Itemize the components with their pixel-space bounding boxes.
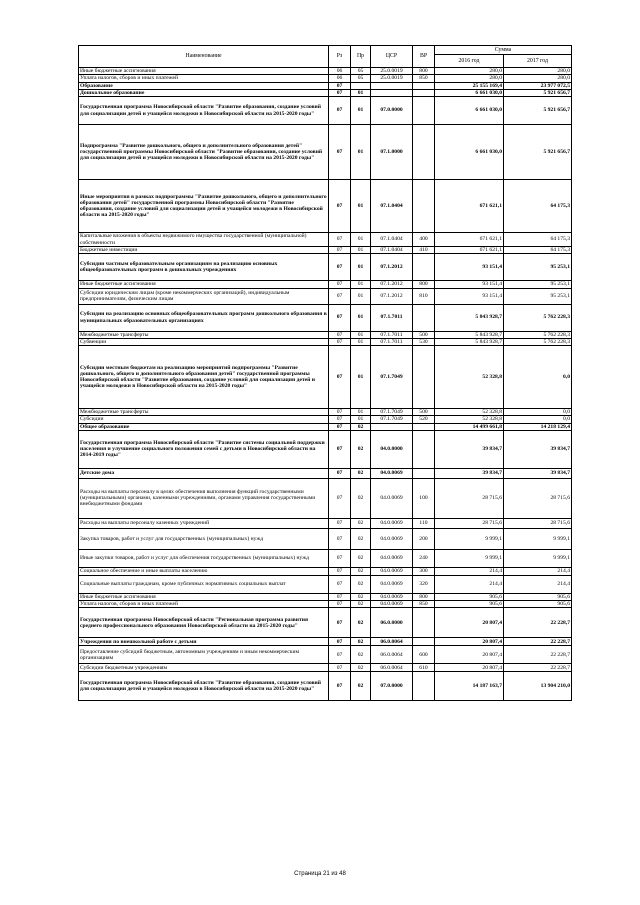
row-csr: 04.0.0069 — [371, 468, 413, 478]
row-pr: 05 — [351, 68, 371, 75]
table-row — [79, 180, 572, 233]
row-name: Капитальные вложения в объекты недвижимого имущества государственной (муниципальной) собственности — [79, 233, 329, 247]
row-csr: 07.1.2012 — [371, 254, 413, 281]
table-row — [79, 567, 572, 575]
row-vr: 320 — [413, 575, 435, 593]
table-row — [79, 125, 572, 180]
row-amount-2016: 25 155 169,4 — [435, 82, 504, 89]
row-amount-2017: 14 218 129,4 — [504, 423, 572, 430]
row-amount-2016: 93 151,4 — [435, 281, 504, 288]
row-rz: 07 — [329, 672, 351, 701]
row-rz: 07 — [329, 409, 351, 416]
row-csr: 04.0.0069 — [371, 518, 413, 528]
row-pr: 02 — [351, 638, 371, 646]
row-amount-2016: 93 151,4 — [435, 288, 504, 304]
row-csr: 04.0.0069 — [371, 478, 413, 518]
row-name: Закупка товаров, работ и услуг для государственных (муниципальных) нужд — [79, 528, 329, 549]
row-vr: 200 — [413, 528, 435, 549]
row-csr: 07.1.0404 — [371, 233, 413, 247]
row-amount-2017: 214,4 — [504, 575, 572, 593]
row-csr: 07.1.7011 — [371, 304, 413, 331]
row-pr: 01 — [351, 233, 371, 247]
row-vr: 850 — [413, 75, 435, 82]
row-rz: 07 — [329, 331, 351, 338]
row-csr — [371, 89, 413, 96]
row-vr — [413, 304, 435, 331]
row-rz: 07 — [329, 638, 351, 646]
row-amount-2016: 905,6 — [435, 601, 504, 608]
row-amount-2016: 52 328,8 — [435, 346, 504, 409]
row-name: Государственная программа Новосибирской области "Развитие образования, создание условий для социализации детей и учащейся молодежи в Новосибирской области на 2015-2020 годы" — [79, 97, 329, 125]
row-name: Межбюджетные трансферты — [79, 409, 329, 416]
row-csr: 07.1.2012 — [371, 281, 413, 288]
row-rz: 07 — [329, 281, 351, 288]
row-pr: 02 — [351, 593, 371, 600]
row-rz: 07 — [329, 97, 351, 125]
row-name: Иные закупки товаров, работ и услуг для обеспечения государственных (муниципальных) нужд — [79, 549, 329, 567]
row-vr: 530 — [413, 338, 435, 345]
row-amount-2017: 22 228,7 — [504, 646, 572, 664]
row-vr — [413, 346, 435, 409]
row-amount-2017: 22 228,7 — [504, 638, 572, 646]
row-amount-2016: 28 715,6 — [435, 478, 504, 518]
row-vr — [413, 430, 435, 468]
row-amount-2017: 95 253,1 — [504, 288, 572, 304]
row-name: Иные бюджетные ассигнования — [79, 593, 329, 600]
row-rz: 07 — [329, 593, 351, 600]
row-rz: 07 — [329, 664, 351, 672]
row-name: Субсидии — [79, 416, 329, 423]
row-rz: 07 — [329, 346, 351, 409]
table-row — [79, 549, 572, 567]
row-pr: 02 — [351, 608, 371, 638]
row-pr: 01 — [351, 97, 371, 125]
row-rz: 07 — [329, 549, 351, 567]
row-vr: 810 — [413, 288, 435, 304]
row-amount-2016: 5 843 928,7 — [435, 338, 504, 345]
row-csr: 07.1.7049 — [371, 409, 413, 416]
row-rz: 07 — [329, 416, 351, 423]
row-amount-2017: 64 175,3 — [504, 180, 572, 233]
row-amount-2017: 9 999,1 — [504, 549, 572, 567]
row-amount-2016: 671 621,1 — [435, 233, 504, 247]
row-name: Расходы на выплаты персоналу в целях обеспечения выполнения функций государственными (муниципальными) органами, казенными учреждениями, органами управления государственными внебюджетными фондами — [79, 478, 329, 518]
row-name: Учреждения по внешкольной работе с детьми — [79, 638, 329, 646]
row-name: Социальные выплаты гражданам, кроме публичных нормативных социальных выплат — [79, 575, 329, 593]
row-vr: 100 — [413, 478, 435, 518]
row-pr: 01 — [351, 416, 371, 423]
table-row — [79, 409, 572, 416]
table-row — [79, 247, 572, 254]
row-rz: 07 — [329, 233, 351, 247]
row-vr — [413, 82, 435, 89]
row-amount-2017: 0,0 — [504, 409, 572, 416]
row-name: Расходы на выплаты персоналу казенных учреждений — [79, 518, 329, 528]
table-row — [79, 646, 572, 664]
row-amount-2016: 671 621,1 — [435, 180, 504, 233]
row-amount-2016: 5 843 928,7 — [435, 331, 504, 338]
row-csr: 04.0.0069 — [371, 567, 413, 575]
row-rz: 07 — [329, 646, 351, 664]
row-vr — [413, 254, 435, 281]
row-amount-2017: 280,0 — [504, 75, 572, 82]
row-pr: 02 — [351, 567, 371, 575]
page-number: Страница 21 из 48 — [294, 871, 346, 877]
row-vr: 240 — [413, 549, 435, 567]
row-vr — [413, 180, 435, 233]
row-amount-2017: 905,6 — [504, 593, 572, 600]
row-name: Подпрограмма "Развитие дошкольного, общего и дополнительного образования детей" государственной программы Новосибирской области "Развитие образования, создание условий для социализации детей и учащейся молодежи в Новосибирской области на 2015-2020 годы" — [79, 125, 329, 180]
row-name: Межбюджетные трансферты — [79, 331, 329, 338]
row-amount-2017: 95 253,1 — [504, 281, 572, 288]
row-csr: 04.0.0069 — [371, 528, 413, 549]
row-pr: 01 — [351, 125, 371, 180]
row-pr: 02 — [351, 518, 371, 528]
table-row — [79, 430, 572, 468]
row-vr: 600 — [413, 646, 435, 664]
row-csr: 06.0.0000 — [371, 608, 413, 638]
table-row — [79, 478, 572, 518]
table-row — [79, 672, 572, 701]
header-rz: Рз — [329, 46, 351, 68]
row-amount-2016: 20 807,4 — [435, 646, 504, 664]
row-vr: 610 — [413, 664, 435, 672]
row-amount-2016: 280,0 — [435, 75, 504, 82]
row-csr: 04.0.0069 — [371, 575, 413, 593]
row-csr: 06.0.0064 — [371, 664, 413, 672]
row-vr — [413, 468, 435, 478]
row-name: Образование — [79, 82, 329, 89]
row-pr: 01 — [351, 281, 371, 288]
row-amount-2017: 5 762 228,3 — [504, 338, 572, 345]
table-row — [79, 338, 572, 345]
row-vr: 800 — [413, 68, 435, 75]
table-row — [79, 593, 572, 600]
table-body — [79, 68, 572, 701]
row-pr: 02 — [351, 478, 371, 518]
row-amount-2016: 214,4 — [435, 567, 504, 575]
row-rz: 07 — [329, 567, 351, 575]
row-vr — [413, 608, 435, 638]
row-pr: 01 — [351, 331, 371, 338]
table-row — [79, 423, 572, 430]
row-rz: 06 — [329, 75, 351, 82]
row-amount-2016: 14 187 163,7 — [435, 672, 504, 701]
row-pr: 02 — [351, 601, 371, 608]
row-amount-2017: 13 904 210,0 — [504, 672, 572, 701]
row-name: Социальное обеспечение и иные выплаты населению — [79, 567, 329, 575]
row-csr: 07.0.0000 — [371, 672, 413, 701]
row-amount-2016: 905,6 — [435, 593, 504, 600]
table-row — [79, 75, 572, 82]
row-amount-2017: 0,0 — [504, 416, 572, 423]
row-pr: 02 — [351, 672, 371, 701]
table-row — [79, 468, 572, 478]
table-row — [79, 288, 572, 304]
row-vr: 410 — [413, 247, 435, 254]
row-name: Детские дома — [79, 468, 329, 478]
row-amount-2017: 22 228,7 — [504, 608, 572, 638]
row-rz: 07 — [329, 180, 351, 233]
row-csr — [371, 423, 413, 430]
row-rz: 07 — [329, 89, 351, 96]
row-pr: 02 — [351, 528, 371, 549]
row-csr: 07.1.0000 — [371, 125, 413, 180]
row-csr: 04.0.0000 — [371, 430, 413, 468]
row-amount-2016: 14 499 661,8 — [435, 423, 504, 430]
row-name: Субсидии бюджетным учреждениям — [79, 664, 329, 672]
table-row — [79, 331, 572, 338]
row-pr: 02 — [351, 468, 371, 478]
row-amount-2017: 5 921 656,7 — [504, 125, 572, 180]
row-amount-2016: 28 715,6 — [435, 518, 504, 528]
row-vr — [413, 89, 435, 96]
row-rz: 07 — [329, 601, 351, 608]
row-amount-2017: 0,0 — [504, 346, 572, 409]
row-rz: 07 — [329, 478, 351, 518]
row-pr: 02 — [351, 575, 371, 593]
row-csr: 04.0.0069 — [371, 593, 413, 600]
row-amount-2016: 52 328,8 — [435, 409, 504, 416]
row-vr — [413, 97, 435, 125]
row-amount-2017: 9 999,1 — [504, 528, 572, 549]
row-name: Бюджетные инвестиции — [79, 247, 329, 254]
row-csr: 07.1.7011 — [371, 331, 413, 338]
row-amount-2016: 5 843 928,7 — [435, 304, 504, 331]
row-amount-2017: 64 175,3 — [504, 247, 572, 254]
row-amount-2017: 64 175,3 — [504, 233, 572, 247]
row-vr — [413, 423, 435, 430]
row-amount-2016: 39 834,7 — [435, 468, 504, 478]
row-csr: 04.0.0069 — [371, 601, 413, 608]
row-amount-2017: 95 253,1 — [504, 254, 572, 281]
header-2017: 2017 год — [504, 55, 572, 68]
row-amount-2017: 39 834,7 — [504, 430, 572, 468]
header-csr: ЦСР — [371, 46, 413, 68]
row-vr — [413, 672, 435, 701]
row-amount-2016: 9 999,1 — [435, 549, 504, 567]
row-vr: 400 — [413, 233, 435, 247]
table-row — [79, 416, 572, 423]
row-amount-2017: 905,6 — [504, 601, 572, 608]
row-name: Государственная программа Новосибирской области "Развитие системы социальной поддержки населения и улучшение социального положения семей с детьми в Новосибирской области на 2014-2019 годы" — [79, 430, 329, 468]
row-amount-2017: 280,0 — [504, 68, 572, 75]
row-vr: 850 — [413, 601, 435, 608]
row-pr: 01 — [351, 89, 371, 96]
row-csr: 25.0.0019 — [371, 75, 413, 82]
row-pr: 05 — [351, 75, 371, 82]
row-vr: 300 — [413, 567, 435, 575]
row-vr: 110 — [413, 518, 435, 528]
row-amount-2017: 214,4 — [504, 567, 572, 575]
row-vr: 500 — [413, 331, 435, 338]
table-row — [79, 68, 572, 75]
row-pr: 01 — [351, 346, 371, 409]
row-amount-2016: 280,0 — [435, 68, 504, 75]
row-csr: 07.1.7049 — [371, 346, 413, 409]
row-amount-2017: 5 762 228,3 — [504, 304, 572, 331]
row-pr: 01 — [351, 247, 371, 254]
row-name: Государственная программа Новосибирской области "Региональная программа развития среднего профессионального образования Новосибирской области на 2015-2020 годы" — [79, 608, 329, 638]
row-name: Иные бюджетные ассигнования — [79, 68, 329, 75]
row-pr: 01 — [351, 180, 371, 233]
row-name: Уплата налогов, сборов и иных платежей — [79, 601, 329, 608]
table-row — [79, 82, 572, 89]
row-rz: 07 — [329, 423, 351, 430]
row-csr: 07.1.7049 — [371, 416, 413, 423]
row-rz: 07 — [329, 288, 351, 304]
table-row — [79, 89, 572, 96]
row-pr: 02 — [351, 664, 371, 672]
row-rz: 07 — [329, 430, 351, 468]
row-amount-2016: 39 834,7 — [435, 430, 504, 468]
row-pr: 01 — [351, 304, 371, 331]
row-csr: 06.0.0064 — [371, 638, 413, 646]
row-vr: 800 — [413, 281, 435, 288]
row-rz: 07 — [329, 304, 351, 331]
row-name: Иные мероприятия в рамках подпрограммы "Развитие дошкольного, общего и дополнительного образования детей" государственной программы Новосибирской области "Развитие образования, создание условий для социализации детей и учащейся молодежи в Новосибирской области на 2015-2020 годы" — [79, 180, 329, 233]
row-pr: 01 — [351, 254, 371, 281]
row-amount-2016: 20 807,4 — [435, 638, 504, 646]
row-name: Иные бюджетные ассигнования — [79, 281, 329, 288]
row-rz: 07 — [329, 518, 351, 528]
table-row — [79, 664, 572, 672]
row-rz: 07 — [329, 528, 351, 549]
row-vr: 800 — [413, 593, 435, 600]
row-vr: 500 — [413, 409, 435, 416]
row-pr: 01 — [351, 338, 371, 345]
row-pr: 01 — [351, 409, 371, 416]
row-rz: 07 — [329, 247, 351, 254]
row-name: Субсидии местным бюджетам на реализацию мероприятий подпрограммы "Развитие дошкольного, общего и дополнительного образования детей" государственной программы Новосибирской области "Развитие образования, создание условий для социализации детей и учащейся молодежи в Новосибирской области на 2015-2020 годы" — [79, 346, 329, 409]
row-amount-2017: 22 228,7 — [504, 664, 572, 672]
row-pr: 01 — [351, 288, 371, 304]
table-row — [79, 97, 572, 125]
row-name: Субсидии на реализацию основных общеобразовательных программ дошкольного образования в муниципальных образовательных организациях — [79, 304, 329, 331]
row-amount-2017: 5 921 656,7 — [504, 89, 572, 96]
row-amount-2016: 20 807,4 — [435, 608, 504, 638]
row-rz: 07 — [329, 468, 351, 478]
table-row — [79, 233, 572, 247]
header-name: Наименование — [79, 46, 329, 68]
header-vr: ВР — [413, 46, 435, 68]
row-amount-2017: 23 977 072,5 — [504, 82, 572, 89]
row-name: Субсидии частным образовательным организациям на реализацию основных общеобразовательных программ в дошкольных учреждениях — [79, 254, 329, 281]
row-amount-2017: 28 715,6 — [504, 518, 572, 528]
row-csr — [371, 82, 413, 89]
table-row — [79, 608, 572, 638]
row-csr: 07.1.2012 — [371, 288, 413, 304]
row-name: Субсидии юридическим лицам (кроме некоммерческих организаций), индивидуальным предпринимателям, физическим лицам — [79, 288, 329, 304]
row-vr — [413, 125, 435, 180]
row-amount-2016: 20 807,4 — [435, 664, 504, 672]
row-csr: 25.0.0019 — [371, 68, 413, 75]
row-pr: 02 — [351, 646, 371, 664]
row-name: Уплата налогов, сборов и иных платежей — [79, 75, 329, 82]
table-row — [79, 346, 572, 409]
row-amount-2017: 5 762 228,3 — [504, 331, 572, 338]
row-name: Дошкольное образование — [79, 89, 329, 96]
header-2016: 2016 год — [435, 55, 504, 68]
row-pr: 02 — [351, 423, 371, 430]
row-vr — [413, 638, 435, 646]
row-amount-2017: 28 715,6 — [504, 478, 572, 518]
row-pr: 02 — [351, 430, 371, 468]
row-name: Государственная программа Новосибирской области "Развитие образования, создание условий для социализации детей и учащейся молодежи в Новосибирской области на 2015-2020 годы" — [79, 672, 329, 701]
row-amount-2016: 6 661 030,0 — [435, 125, 504, 180]
row-vr: 520 — [413, 416, 435, 423]
row-amount-2016: 214,4 — [435, 575, 504, 593]
row-pr — [351, 82, 371, 89]
table-row — [79, 254, 572, 281]
table-row — [79, 281, 572, 288]
row-rz: 07 — [329, 125, 351, 180]
row-rz: 07 — [329, 608, 351, 638]
row-name: Субвенции — [79, 338, 329, 345]
row-amount-2016: 93 151,4 — [435, 254, 504, 281]
table-row — [79, 518, 572, 528]
row-name: Общее образование — [79, 423, 329, 430]
row-csr: 07.1.0404 — [371, 180, 413, 233]
table-row — [79, 601, 572, 608]
row-amount-2016: 6 661 030,0 — [435, 97, 504, 125]
row-amount-2016: 9 999,1 — [435, 528, 504, 549]
row-rz: 07 — [329, 575, 351, 593]
row-csr: 07.0.0000 — [371, 97, 413, 125]
row-csr: 07.1.0404 — [371, 247, 413, 254]
table-row — [79, 638, 572, 646]
table-header — [79, 46, 572, 68]
table-row — [79, 304, 572, 331]
header-pr: Пр — [351, 46, 371, 68]
row-csr: 04.0.0069 — [371, 549, 413, 567]
row-rz: 07 — [329, 254, 351, 281]
row-amount-2016: 671 621,1 — [435, 247, 504, 254]
header-sum: Сумма — [435, 46, 572, 55]
row-amount-2016: 6 661 030,0 — [435, 89, 504, 96]
row-csr: 06.0.0064 — [371, 646, 413, 664]
row-rz: 06 — [329, 68, 351, 75]
row-pr: 02 — [351, 549, 371, 567]
row-amount-2017: 5 921 656,7 — [504, 97, 572, 125]
row-amount-2017: 39 834,7 — [504, 468, 572, 478]
row-csr: 07.1.7011 — [371, 338, 413, 345]
table-row — [79, 528, 572, 549]
row-name: Предоставление субсидий бюджетным, автономным учреждениям и иным некоммерческим организациям — [79, 646, 329, 664]
table-row — [79, 575, 572, 593]
row-amount-2016: 52 328,8 — [435, 416, 504, 423]
budget-table — [78, 45, 572, 701]
row-rz: 07 — [329, 82, 351, 89]
row-rz: 07 — [329, 338, 351, 345]
